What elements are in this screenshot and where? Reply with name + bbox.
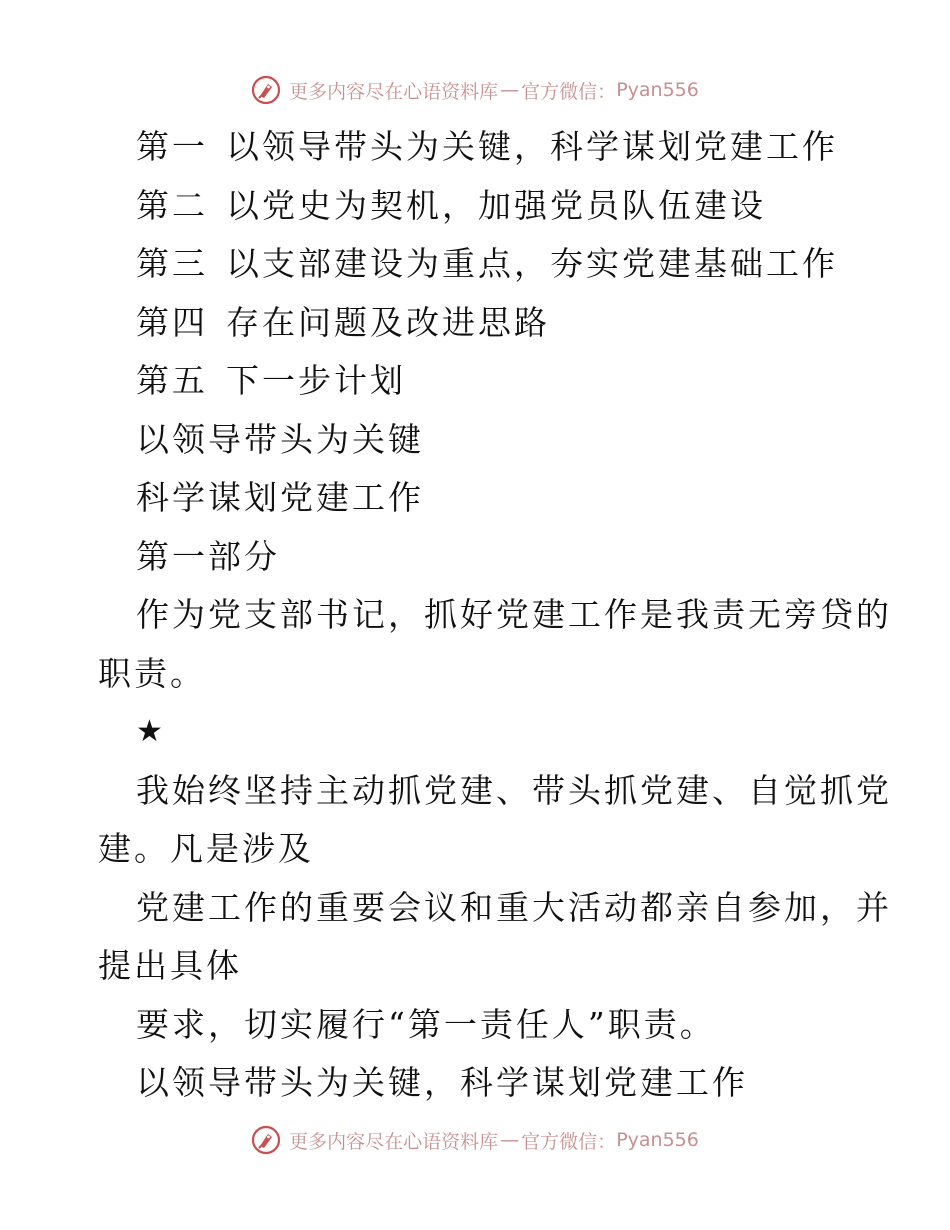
paragraph-1-line-2: 职责。 [98,653,206,693]
part-label: 第一部分 [136,536,280,576]
paragraph-3-line-2: 提出具体 [98,946,242,985]
outline-item-5 [98,352,858,411]
watermark-contact-label: 官方微信： [521,80,617,103]
outline-number: 第五 [136,361,208,400]
pen-nib-logo-icon [251,1125,281,1155]
outline-item-2 [98,177,858,236]
watermark-contact-id: Pyan556 [616,79,699,101]
star-icon: ★ [136,714,166,749]
paragraph-2-line-1: 我始终坚持主动抓党建、带头抓党建、自觉抓党 [136,770,892,810]
footer-watermark [0,1120,950,1160]
outline-number: 第二 [136,185,208,225]
paragraph-3-line-1: 党建工作的重要会议和重大活动都亲自参加，并 [136,887,892,927]
paragraph-5-line-1: 以领导带头为关键，科学谋划党建工作 [136,1063,748,1102]
outline-number: 第三 [136,244,208,283]
watermark-separator: — [500,79,520,101]
paragraph-4-line-1: 要求，切实履行“第一责任人”职责。 [136,1004,716,1044]
paragraph-2-line-2: 建。凡是涉及 [98,829,314,868]
watermark-contact-label: 官方微信： [521,1130,617,1153]
watermark-brand: 更多内容尽在心语资料库 [289,1130,499,1153]
pen-nib-logo-icon [251,75,281,105]
outline-text: 以党史为契机，加强党员队伍建设 [226,185,766,225]
document-body [98,118,892,1113]
paragraph-1-line-1: 作为党支部书记，抓好党建工作是我责无旁贷的 [136,595,892,634]
outline-text: 存在问题及改进思路 [226,302,550,342]
header-watermark [0,70,950,110]
outline-text: 以支部建设为重点，夯实党建基础工作 [226,244,838,283]
watermark-separator: — [500,1129,520,1151]
section-heading-line-1: 以领导带头为关键 [136,419,424,459]
outline-number: 第四 [136,302,208,342]
outline-item-3 [98,235,858,294]
watermark-brand: 更多内容尽在心语资料库 [289,80,499,103]
outline-number: 第一 [136,127,208,166]
watermark-contact-id: Pyan556 [616,1129,699,1151]
outline-text: 下一步计划 [226,361,406,400]
outline-item-1 [98,118,858,177]
section-heading-line-2: 科学谋划党建工作 [136,478,424,517]
outline-item-4 [98,294,858,353]
outline-text: 以领导带头为关键，科学谋划党建工作 [226,127,838,166]
